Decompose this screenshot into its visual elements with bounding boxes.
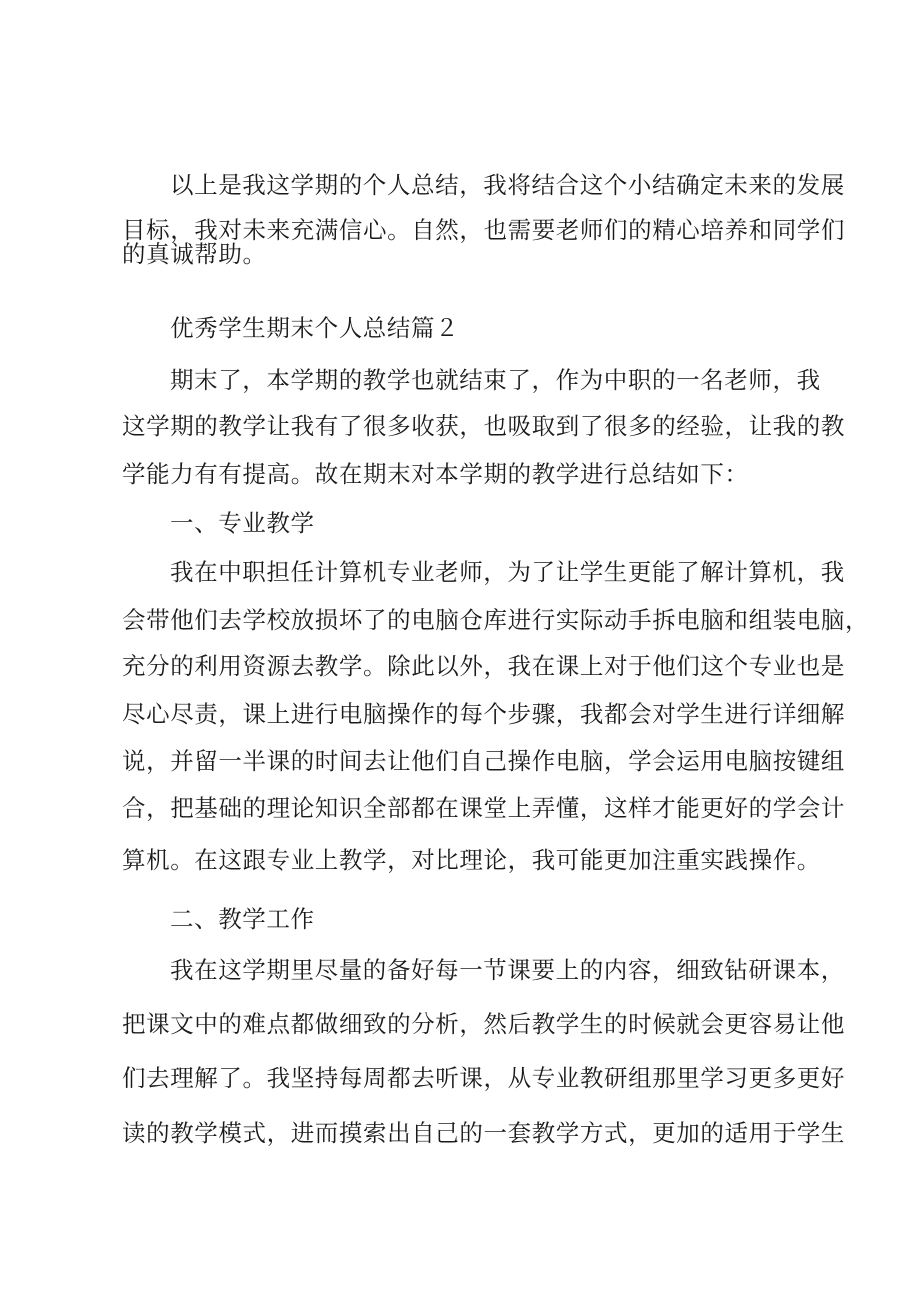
paragraph-line: 这学期的教学让我有了很多收获，也吸取到了很多的经验，让我的教 bbox=[122, 412, 845, 440]
paragraph-line: 说，并留一半课的时间去让他们自己操作电脑，学会运用电脑按键组 bbox=[122, 747, 845, 775]
section-heading: 二、教学工作 bbox=[170, 905, 315, 933]
paragraph-line: 的真诚帮助。 bbox=[122, 240, 267, 268]
paragraph-line: 把课文中的难点都做细致的分析，然后教学生的时候就会更容易让他 bbox=[122, 1010, 845, 1038]
paragraph-line: 尽心尽责，课上进行电脑操作的每个步骤，我都会对学生进行详细解 bbox=[122, 700, 845, 728]
paragraph-line: 算机。在这跟专业上教学，对比理论，我可能更加注重实践操作。 bbox=[122, 846, 821, 874]
paragraph-line: 我在中职担任计算机专业老师，为了让学生更能了解计算机，我 bbox=[170, 558, 845, 586]
paragraph-line: 以上是我这学期的个人总结，我将结合这个小结确定未来的发展 bbox=[170, 171, 845, 199]
paragraph-line: 会带他们去学校放损坏了的电脑仓库进行实际动手拆电脑和组装电脑， bbox=[122, 606, 870, 634]
paragraph-line: 目标，我对未来充满信心。自然，也需要老师们的精心培养和同学们 bbox=[122, 216, 845, 244]
article-title: 优秀学生期末个人总结篇２ bbox=[170, 314, 460, 342]
paragraph-line: 充分的利用资源去教学。除此以外，我在课上对于他们这个专业也是 bbox=[122, 652, 845, 680]
paragraph-line: 我在这学期里尽量的备好每一节课要上的内容，细致钻研课本， bbox=[170, 956, 845, 984]
section-heading: 一、专业教学 bbox=[170, 509, 315, 537]
paragraph-line: 期末了，本学期的教学也就结束了，作为中职的一名老师，我 bbox=[170, 366, 821, 394]
paragraph-line: 们去理解了。我坚持每周都去听课，从专业教研组那里学习更多更好 bbox=[122, 1064, 845, 1092]
paragraph-line: 学能力有有提高。故在期末对本学期的教学进行总结如下： bbox=[122, 460, 749, 488]
paragraph-line: 合，把基础的理论知识全部都在课堂上弄懂，这样才能更好的学会计 bbox=[122, 794, 845, 822]
paragraph-line: 读的教学模式，进而摸索出自己的一套教学方式，更加的适用于学生 bbox=[122, 1119, 845, 1147]
